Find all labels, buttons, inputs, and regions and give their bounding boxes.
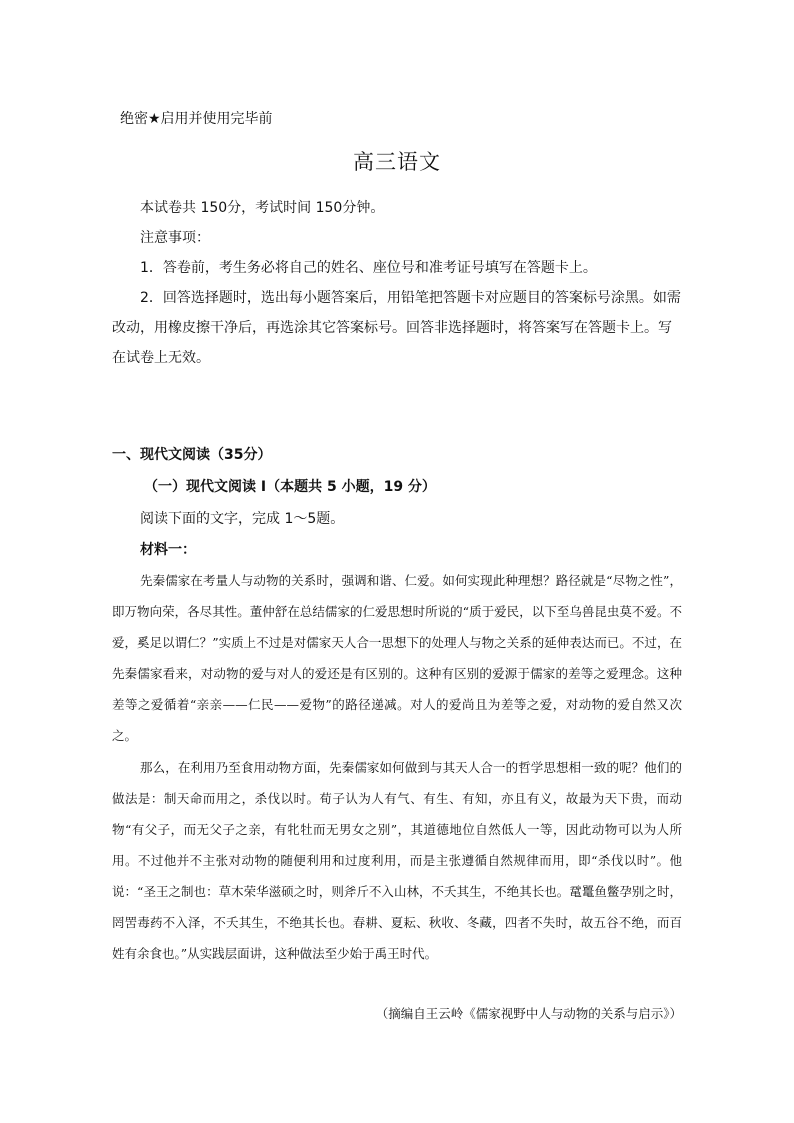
notice-item-1: 1．答卷前，考生务必将自己的姓名、座位号和准考证号填写在答题卡上。 [140, 260, 597, 276]
material-paragraph-1: 先秦儒家在考量人与动物的关系时，强调和谐、仁爱。如何实现此种理想？路径就是“尽物之性”，即万物向荣，各尽其性。董仲舒在总结儒家的仁爱思想时所说的“质于爱民，以下至乌兽昆虫莫不爱。不爱，奚足以谓仁？”实质上不过是对儒家天人合一思想下的处理人与物之关系的延伸表达而已。不过，在先秦儒家看来，对动物的爱与对人的爱还是有区别的。这种有区别的爱源于儒家的差等之爱理念。这种差等之爱循着“亲亲——仁民——爱物”的路径递减。对人的爱尚且为差等之爱，对动物的爱自然又次之。 [112, 573, 682, 743]
section-subheading: （一）现代文阅读 I（本题共 5 小题，19 分） [144, 479, 436, 495]
material-source: （摘编自王云岭《儒家视野中人与动物的关系与启示》） [375, 1006, 682, 1021]
secret-label: 绝密★启用并使用完毕前 [120, 111, 273, 127]
material-paragraph-2: 那么，在利用乃至食用动物方面，先秦儒家如何做到与其天人合一的哲学思想相一致的呢？他们的做法是：制天命而用之，杀伐以时。荀子认为人有气、有生、有知，亦且有义，故最为天下贵，而动物“有父子，而无父子之亲，有牝牡而无男女之别”，其道德地位自然低人一等，因此动物可以为人所用。不过他并不主张对动物的随便利用和过度利用，而是主张遵循自然规律而用，即“杀伐以时”。他说：“圣王之制也：草木荣华滋硕之时，则斧斤不入山林，不夭其生，不绝其长也。鼋鼍鱼鳖孕别之时，罔罟毒药不入泽，不夭其生，不绝其长也。春耕、夏耘、秋收、冬藏，四者不失时，故五谷不绝，而百姓有余食也。”从实践层面讲，这种做法至少始于禹王时代。 [112, 760, 682, 961]
notice-item-2: 2．回答选择题时，选出每小题答案后，用铅笔把答题卡对应题目的答案标号涂黑。如需改动，用橡皮擦干净后，再选涂其它答案标号。回答非选择题时，将答案写在答题卡上。写在试卷上无效。 [112, 290, 681, 366]
section-heading: 一、现代文阅读（35分） [112, 447, 272, 463]
material-label: 材料一： [140, 542, 196, 558]
reading-instruction: 阅读下面的文字，完成 1～5题。 [140, 511, 345, 527]
notice-label: 注意事项： [140, 230, 210, 246]
page-title: 高三语文 [353, 150, 441, 174]
exam-info: 本试卷共 150分，考试时间 150分钟。 [140, 200, 385, 216]
